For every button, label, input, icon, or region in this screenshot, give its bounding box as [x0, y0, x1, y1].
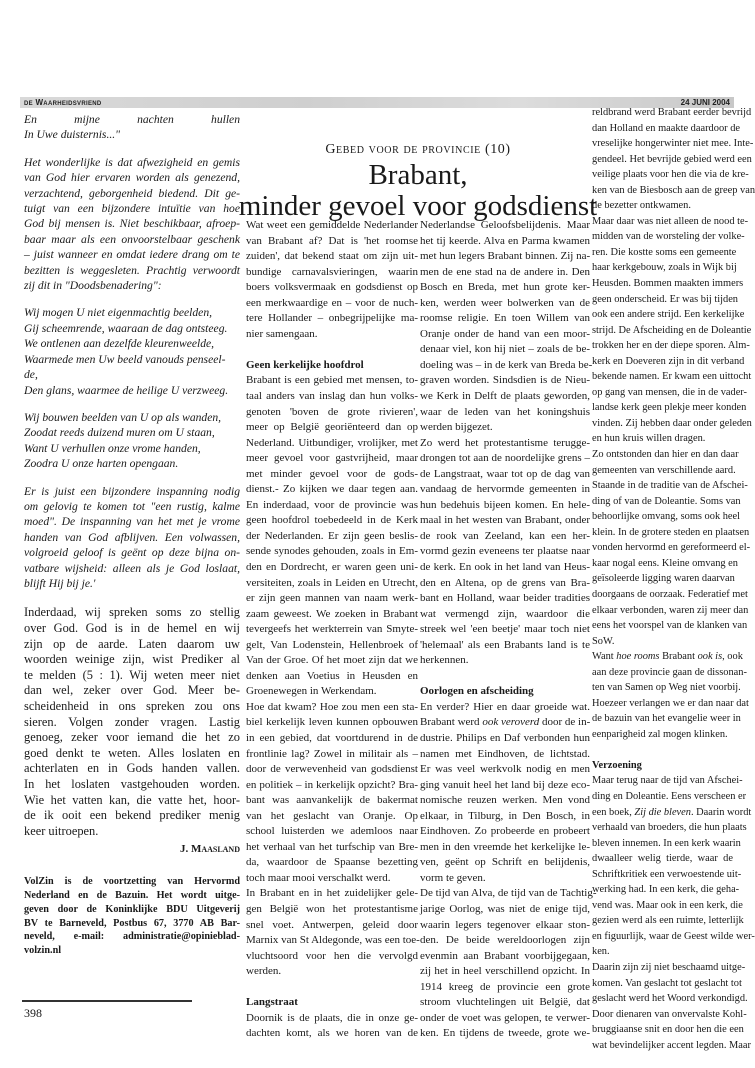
text-line: trokken her en der diepe sporen. Alm-: [592, 340, 750, 352]
text-line: herkennen.: [420, 654, 469, 667]
text-line: klein. In de grotere steden en plaatsen: [592, 526, 750, 538]
text-line: der Nederlanden. Er zijn geen beslis-: [246, 529, 418, 542]
text-line: genoeg, zeker voor iemand die het zo: [24, 730, 240, 745]
text-line: wat vermengd zijn, waardoor die: [420, 607, 590, 620]
text-line: achterlaten en in Gods handen vallen.: [24, 761, 240, 776]
text-line: goed denkt te weten. Alles loslaten en: [24, 745, 240, 760]
text-line: Oranje onder de hand van een moor-: [420, 327, 590, 340]
text-line: ven, geënt op Schrift en belijdenis,: [420, 856, 590, 869]
text-line: de rook van Zeeland, kan een her-: [420, 529, 590, 542]
text-line: Hoe dat kwam? Hoe zou men een sta-: [246, 700, 418, 713]
text-line: komen. Van geslacht tot geslacht tot: [592, 977, 742, 989]
text-line: in een gebied, dat voortdurend in de: [246, 732, 418, 744]
text-line: behoorlijke omvang, soms ook heel: [592, 511, 741, 523]
text-line: dachten komt, als we horen van de: [246, 1027, 418, 1040]
text-line: God bij mensen is. Niet beschikbaar, afroep-: [24, 217, 240, 231]
text-line: van het geslacht van Oranje. Op: [246, 809, 418, 822]
paragraph: [420, 218, 593, 436]
text-line: de,: [24, 368, 38, 382]
text-line: Brabant is een gebied met mensen, to-: [246, 374, 418, 387]
paragraph: [420, 436, 590, 669]
text-line: geen hoofdrol toebedeeld in de Kerk: [246, 514, 418, 527]
section-heading: [246, 995, 418, 1011]
text-line: midden van de worsteling der volke-: [592, 231, 745, 243]
text-line: Door dienaren van onvervalste Kohl-: [592, 1008, 747, 1020]
text-line: toch maar mooi verschalkt werd.: [246, 871, 391, 884]
text-line: genoten 'boven de grote rivieren',: [246, 405, 418, 418]
text-line: stroom vluchtelingen uit België, dat: [420, 996, 590, 1009]
text-line: de bezetter ontkwamen.: [592, 200, 691, 212]
text-line: vend was. Maar ook in een kerk, die: [592, 899, 743, 911]
text-line: de bazuin van het evangelie weer in: [592, 713, 741, 725]
text-line: boers volksvermaak en godsdienst op: [246, 281, 418, 294]
title-line-1: Brabant,: [368, 159, 468, 191]
text-line: Groenewegen in Werkendam.: [246, 685, 377, 698]
text-line: en hun kruis willen dragen.: [592, 433, 706, 445]
text-line: ren. Die kostte soms een gemeente: [592, 246, 737, 258]
text-line: op gang van mensen, die in de vader-: [592, 386, 748, 398]
paragraph: [592, 960, 751, 1053]
text-line: volgroeid geloof is geënt op deze bijna on-: [24, 546, 240, 560]
text-line: En inderdaad, voor de provincie was: [246, 498, 418, 511]
text-line: men in den vreemde het kerkelijke le-: [420, 840, 590, 853]
text-line: Inderdaad, wij spreken soms zo stellig: [24, 605, 240, 620]
paragraph: [246, 700, 418, 887]
text-line: aan deze provincie gaan de dissonan-: [592, 666, 747, 678]
text-line: bekende namen. Er kwam een uittocht: [592, 371, 752, 383]
paragraph: [246, 886, 418, 979]
text-line: ging vanuit heel het land bij deze eco-: [420, 778, 590, 791]
page-number: 398: [24, 1006, 42, 1020]
footer-rule: [22, 1000, 192, 1002]
section-heading: [246, 358, 418, 374]
text-line: vonden hervormd en gereformeerd el-: [592, 542, 751, 554]
text-line: Langstraat: [246, 996, 298, 1009]
text-line: strijd. De Afscheiding en de Doleantie: [592, 324, 752, 336]
text-line: drongen tot aan de noordelijke grens –: [420, 452, 590, 465]
paragraph: [246, 1011, 418, 1042]
text-line: zuiden', dat bekend staat om zijn uit-: [246, 250, 418, 263]
text-line: neveld, e-mail: administratie@opinieblad-: [24, 931, 240, 943]
text-line: ken van de Biesbosch aan de greep van: [592, 184, 755, 196]
text-line: Den glans, waarmee de heilige U verzweeg.: [24, 383, 229, 397]
text-line: den en Dordrecht, er waren geen uni-: [246, 560, 418, 573]
paragraph: [246, 218, 418, 342]
poem-stanza: [24, 305, 240, 397]
article-column-3: [592, 105, 755, 1053]
left-column: [24, 112, 240, 958]
title-line-2: minder gevoel voor godsdienst: [238, 190, 598, 222]
text-line: Zoodat reeds duizend muren om U staan,: [24, 426, 215, 440]
text-line: baar maar als een onvoorstelbaar geschenk: [24, 232, 240, 246]
text-line: bruggiaanse snit en door hen die een: [592, 1024, 744, 1036]
text-line: Verzoening: [592, 759, 642, 771]
text-line: geen onderscheid. Er was bij tijden: [592, 293, 739, 305]
text-line: 1914 kreeg de provincie een grote: [420, 980, 590, 993]
text-line: vluchtsoord voor hen die vervolgd: [246, 949, 418, 962]
text-line: Schriftkritiek een verwoestende uit-: [592, 868, 742, 880]
text-line: Staande in de traditie van de Afschei-: [592, 480, 748, 492]
text-line: denaar viel, kon hij niet – zoals de be-: [420, 343, 590, 356]
text-line: Er was veel werkvolk nodig en men: [420, 763, 590, 776]
text-line: namen met Eindhoven, de lichtstad.: [420, 747, 590, 760]
paragraph: [592, 447, 751, 649]
text-line: Oorlogen en afscheiding: [420, 685, 534, 698]
text-line: bant was aanvankelijk de bakermat: [246, 794, 418, 807]
paragraph: [592, 214, 752, 447]
text-line: dan wel, zeker over God. Meer be-: [24, 683, 240, 698]
text-line: men de ene stad na de andere in. Den: [420, 265, 590, 278]
text-line: maal in het westen van Brabant, onder: [420, 514, 590, 527]
text-line: zijn op de aarde. Laten daarom uw: [24, 636, 240, 651]
emphasis: ook is: [697, 651, 723, 663]
text-line: BV te Barneveld, Postbus 67, 3770 AB Bar-: [24, 917, 240, 929]
text-line: doeling was – in de kerk van Breda be-: [420, 358, 593, 371]
text-line: Zo ontstonden dan hier en dan daar: [592, 449, 739, 461]
text-line: onder de voet was gelopen, te verwer-: [420, 1011, 590, 1024]
text-line: streek wel 'een beetje' maar toch niet: [420, 623, 590, 636]
text-line: tevergeefs het werkterrein van Smyte-: [246, 623, 418, 636]
text-line: wat bevindelijker accent legden. Maar: [592, 1039, 751, 1051]
text-line: Zoodra U onze harten opengaan.: [24, 457, 179, 471]
text-line: Bosch en Breda, met hun grote ker-: [420, 281, 590, 294]
text-line: keer uitroepen.: [24, 823, 99, 838]
text-line: jarige Oorlog, was niet de enige tijd,: [420, 903, 590, 916]
text-line: En mijne nachten hullen: [24, 113, 240, 126]
text-line: Gij scheemrende, waaraan de dag ontsteeg.: [24, 321, 228, 335]
article-column-2: [420, 218, 597, 1042]
text-line: blijft Hij bij je.': [24, 576, 96, 590]
text-line: dan Holland en maakte daardoor de: [592, 122, 741, 134]
text-line: te melden (5 : 1). Wij weten meer niet: [24, 667, 240, 682]
text-line: vandaag de hervormde gemeenten in: [420, 483, 590, 496]
text-line: Van der Groe. Of het moet zijn dat we: [246, 654, 418, 667]
text-line: de Langstraat, waar tot op de dag van: [420, 467, 590, 480]
text-line: vatbare wijsheid: alleen als je God loslaat,: [24, 561, 240, 575]
paragraph: [592, 649, 749, 742]
text-line: het verhaal van het turfschip van Bre-: [246, 840, 418, 853]
text-line: gelt, Van Lodenstein, Hellenbroek of: [246, 638, 418, 651]
text-line: geven door de Koninklijke BDU Uitgeverij: [24, 903, 240, 915]
text-line: geïsoleerde ligging waren daarvan: [592, 573, 735, 585]
text-line: geslacht werd het Woord verkondigd.: [592, 993, 748, 1005]
text-line: roomse religie. En toen Willem van: [420, 312, 590, 325]
text-line: da, waardoor de Spaanse bezetting: [246, 856, 418, 869]
text-line: werking had. In een kerk, die geha-: [592, 884, 740, 896]
text-line: de ik ooit een bekend prediker menig: [24, 808, 240, 823]
paragraph: [24, 155, 240, 294]
publication-name: de Waarheidsvriend: [24, 98, 102, 107]
text-line: dienst.- Zo kijken we daar tegen aan.: [246, 483, 418, 496]
text-line: Maar terug naar de tijd van Afschei-: [592, 775, 743, 787]
text-line: Wij mogen U niet eigenmachtig beelden,: [24, 306, 213, 320]
paragraph: [420, 886, 597, 1041]
text-line: scheidenheid in ons spreken zou ons: [24, 698, 240, 713]
text-line: ken.: [592, 946, 610, 958]
text-line: J. Maasland: [179, 843, 240, 856]
text-line: woorden weinige zijn, wist Prediker al: [24, 652, 240, 667]
text-line: verzachtend, geborgenheid biedend. Dit ge-: [24, 186, 240, 200]
text-line: – juist wanneer en omdat iedere drang om te: [24, 248, 240, 262]
text-line: Daarin zijn zij niet beschaamd uitge-: [592, 962, 746, 974]
text-line: bezitten is weggesleten. Prachtig verwoordt: [24, 263, 240, 277]
poem-stanza: [24, 410, 240, 472]
text-line: dwaalleer welig tierde, waar de: [592, 853, 733, 865]
article-column-1: [246, 218, 418, 1042]
paragraph: [592, 773, 755, 960]
text-line: gendeel. Het bevrijde gebied werd een: [592, 153, 752, 165]
text-line: graven worden. Sindsdien is de Nieu-: [420, 374, 590, 387]
text-line: handen van God afblijven. Een volwassen,: [24, 530, 240, 544]
text-line: evenmin aan Brabant voorbijgegaan,: [420, 949, 590, 962]
text-line: gezien werd als een ruimte, letterlijk: [592, 915, 744, 927]
text-line: door de verwevenheid van godsdienst: [246, 763, 418, 776]
emphasis: ook veroverd: [482, 716, 540, 729]
text-line: waar de leden van het koningshuis: [420, 405, 590, 418]
text-line: werden.: [246, 965, 282, 978]
text-line: bundige carnavalsvieringen, waarin: [246, 265, 418, 278]
text-line: Brabant werd ook veroverd door de in-: [420, 716, 591, 729]
text-line: In Uwe duisternis...": [24, 128, 121, 142]
text-line: Eindhoven. Zo probeerde en probeert: [420, 825, 590, 838]
text-line: en politiek – in kerkelijk opzicht? Bra-: [246, 778, 418, 791]
text-line: Het wonderlijke is dat afwezigheid en gemis: [24, 155, 240, 169]
text-line: Doornik is de plaats, die in onze ge-: [246, 1011, 418, 1024]
text-line: vormd gezin eveneens ter plaatse naar: [420, 545, 590, 558]
text-line: Waarmede men Uw beeld vanouds penseel-: [24, 352, 226, 366]
paragraph: [246, 373, 418, 699]
text-line: bleven innemen. In een kerk waarin: [592, 837, 741, 849]
text-line: ken. En tijdens de tweede, grote we-: [420, 1027, 590, 1040]
text-line: landse kerk geen plekje meer konden: [592, 402, 747, 414]
text-line: sende synodes gehouden, zoals in Em-: [246, 545, 418, 558]
text-line: school luisterden we ademloos naar: [246, 825, 418, 838]
text-line: bant en Holland, waar beider tradities: [420, 592, 590, 605]
text-line: ook een andere strijd. Een kerkelijke: [592, 309, 745, 321]
text-line: In het loslaten vastgehouden worden.: [24, 776, 240, 791]
text-line: ding en Doleantie. Eens verscheen er: [592, 791, 747, 803]
text-line: volzin.nl: [24, 945, 62, 957]
paragraph: [24, 605, 240, 839]
text-line: Wie het vatten kan, die vatte het, hoor-: [24, 792, 240, 807]
author-signature: [24, 842, 240, 857]
text-line: tere Hollander – onbegrijpelijke ma-: [246, 312, 418, 325]
text-line: de kerk. En ook in het land van Heus-: [420, 561, 590, 574]
text-line: In Brabant en in het zuidelijker gele-: [246, 887, 418, 900]
text-line: dustrie. Philips en Daf verbonden hun: [420, 732, 590, 744]
text-line: zij het in heel verschillend opzicht. In: [420, 965, 590, 978]
text-line: den en Altena, op de grens van Bra-: [420, 576, 590, 589]
text-line: gen België won het protestantisme: [246, 903, 418, 916]
text-line: nomische reuzen werken. Men vond: [420, 794, 590, 807]
text-line: we Kerk in Delft de plaats geworden,: [420, 390, 590, 403]
text-line: ten van Samen op Weg niet voorbij.: [592, 682, 741, 694]
text-line: meer op België georiënteerd dan op: [246, 421, 418, 434]
section-heading: [592, 758, 733, 774]
text-line: Geen kerkelijke hoofdrol: [246, 358, 364, 371]
text-line: taal anders van inslag dan hun volks-: [246, 389, 418, 402]
text-line: eenparigheid zal mogen klinken.: [592, 728, 728, 740]
paragraph: [24, 112, 240, 143]
text-line: sieren. Volgen zonder vragen. Lastig: [24, 714, 240, 729]
text-line: eens het voorspel van de klanken van: [592, 620, 748, 632]
text-line: elkaar verbonden, waren zij meer dan: [592, 604, 749, 616]
text-line: Nederland en de Bazuin. Het wordt uitge-: [24, 890, 240, 902]
text-line: hun bedehuis bijeen komen. En hele-: [420, 498, 590, 511]
text-line: veilige plaats voor hen die via de kre-: [592, 169, 749, 181]
text-line: Zo werd het protestantisme terugge-: [420, 436, 590, 449]
text-line: denken aan Voetius in Heusden en: [246, 669, 418, 682]
text-line: elkaar, in Tilburg, in Den Bosch, in: [420, 809, 590, 822]
text-line: van Brabant af? Dat is 'het roomse: [246, 234, 418, 247]
text-line: nier samengaan.: [246, 327, 318, 340]
text-line: verhaald van broeders, die hun plaats: [592, 822, 747, 834]
text-line: meer gevoel voor gastvrijheid, maar: [246, 452, 418, 465]
text-line: versiteiten, zoals in Leiden en Utrecht,: [246, 576, 418, 589]
text-line: over God. God is in de hemel en wij: [24, 620, 240, 635]
text-line: een boek, Zij die bleven. Daarin wordt: [592, 806, 752, 818]
text-line: VolZin is de voortzetting van Hervormd: [24, 876, 240, 888]
text-line: Nederland. Uitbundiger, vrolijker, met: [246, 436, 418, 449]
text-line: Nederlandse Geloofsbelijdenis. Maar: [420, 219, 590, 231]
paragraph: [24, 484, 240, 592]
paragraph: [592, 105, 755, 214]
text-line: Er is juist een bijzondere inspanning nodig: [24, 484, 240, 498]
text-line: werden bijgezet.: [420, 421, 493, 434]
text-line: SoW.: [592, 635, 615, 647]
series-kicker: Gebed voor de provincie (10): [325, 142, 511, 157]
text-line: zaam geweest. We zoeken in Brabant: [246, 607, 418, 620]
text-line: Maar daar was niet alleen de nood te-: [592, 215, 749, 227]
text-line: Marnix van St Aldegonde, was een toe-: [246, 934, 420, 947]
text-line: om gelovig te komen tot "een rustig, kalme: [24, 499, 240, 513]
text-line: er zijn geen mannen van naam werk-: [246, 592, 418, 605]
text-line: van God hier ervaren worden als genezend,: [24, 171, 240, 185]
text-line: ken, werden weer bolwerken van de: [420, 296, 590, 309]
text-line: We ontlenen aan dezelfde kleurenweelde,: [24, 337, 215, 351]
section-heading: [420, 684, 590, 700]
text-line: vinden. Zij hebben daar onder geleden: [592, 417, 752, 429]
text-line: Wij bouwen beelden van U op als wanden,: [24, 410, 222, 424]
text-line: kerk en Doeveren zijn in dit verband: [592, 355, 745, 367]
text-line: tuigt van een bijzondere intuïtie van hoe: [24, 202, 240, 216]
text-line: vorm te geven.: [420, 871, 486, 884]
text-line: Want U verhullen onze vrome handen,: [24, 441, 201, 455]
text-line: kaar nogal eens. Kleine omvang en: [592, 557, 738, 569]
text-line: den. De beide wereldoorlogen zijn: [420, 934, 590, 947]
text-line: doorgaans de oorzaak. Federatief met: [592, 588, 748, 600]
text-line: snel voet. Antwerpen, geleid door: [246, 918, 418, 931]
text-line: en figuurlijk, waar de Geest wilde wer-: [592, 930, 755, 942]
issue-date: 24 JUNI 2004: [680, 98, 730, 107]
text-line: gemeenten van verschillende aard.: [592, 464, 736, 476]
text-line: vreselijke hongerwinter niet mee. Inte-: [592, 138, 754, 150]
emphasis: Zij die bleven: [634, 806, 691, 818]
text-line: Want hoe rooms Brabant ook is, ook: [592, 651, 743, 663]
colophon-note: [24, 875, 240, 958]
text-line: een merkwaardige en – voor de nuch-: [246, 296, 418, 309]
text-line: Wat weet een gemiddelde Nederlander: [246, 219, 418, 231]
text-line: moed". De inspanning van het met je vrome: [24, 515, 240, 529]
text-line: zij dit in "Doodsbenadering":: [24, 279, 162, 293]
text-line: 'helemaal' als een Brabants land is te: [420, 638, 590, 651]
text-line: haar kerkgebouw, zoals in Wijk bij: [592, 262, 737, 274]
text-line: Hoezeer verlangen we er dan naar dat: [592, 697, 749, 709]
text-line: waarin legers tegenover elkaar ston-: [420, 918, 590, 931]
text-line: De tijd van Alva, de tijd van de Tachtig-: [420, 887, 597, 900]
text-line: met minder gevoel voor de gods-: [246, 467, 418, 480]
article-title: [236, 160, 600, 222]
emphasis: hoe rooms: [616, 651, 660, 663]
text-line: het tij keerde. Alva en Parma kwamen: [420, 234, 590, 247]
paragraph: [420, 700, 590, 887]
text-line: met hun legers Brabant binnen. Zij na-: [420, 250, 591, 263]
text-line: Heusden. Bommen maakten immers: [592, 278, 744, 290]
text-line: En verder? Hier en daar groeide wat.: [420, 700, 590, 713]
text-line: ding of van de Doleantie. Soms van: [592, 495, 741, 507]
text-line: reldbrand werd Brabant eerder bevrijd: [592, 107, 752, 118]
text-line: biel kerkelijk leven kunnen opbouwen: [246, 716, 418, 729]
text-line: frontlinie lag? Zowel in militair als –: [246, 747, 418, 760]
